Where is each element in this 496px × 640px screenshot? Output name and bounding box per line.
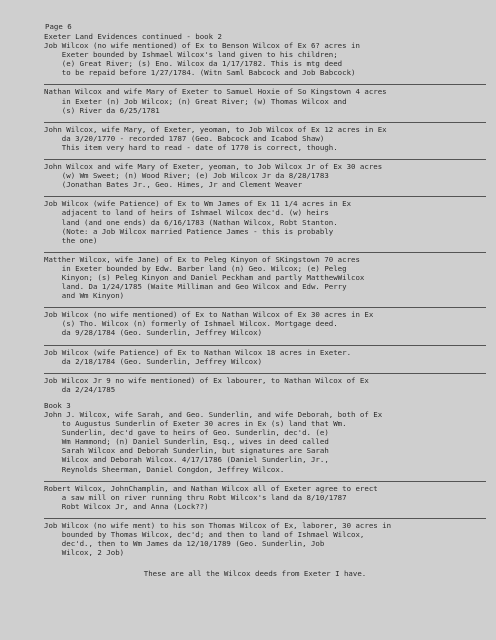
entry-line: Wm Hammond; (n) Daniel Sunderlin, Esq., wives in deed called: [44, 437, 329, 447]
entry-line: Matther Wilcox, wife Jane) of Ex to Peleg Kinyon of SKingstown 70 acres: [44, 254, 360, 264]
deed-entry: [44, 196, 486, 244]
entry-line: John Wilcox and wife Mary of Exeter, yeoman, to Job Wilcox Jr of Ex 30 acres: [44, 162, 383, 172]
entry-line: Job Wilcox (no wife ment) to his son Thomas Wilcox of Ex, laborer, 30 acres in: [44, 520, 392, 530]
entry-line: da 2/24/1785: [44, 384, 116, 394]
entry-line: in Exeter (n) Job Wilcox; (n) Great River; (w) Thomas Wilcox and: [44, 96, 347, 106]
entry-line: (Note: a Job Wilcox married Patience James - this is probably: [44, 226, 334, 236]
book-label: Book 3: [44, 400, 71, 410]
entry-line: da 3/20/1770 - recorded 1787 (Geo. Babcock and Icabod Shaw): [44, 133, 325, 143]
entry-line: (w) Wm Sweet; (n) Wood River; (e) Job Wilcox Jr da 8/28/1783: [44, 171, 329, 181]
entry-line: land. Da 1/24/1785 (Waite Milliman and Geo Wilcox and Edw. Perry: [44, 282, 347, 292]
closing-note: These are all the Wilcox deeds from Exeter I have.: [143, 569, 367, 579]
entry-line: adjacent to land of heirs of Ishmael Wilcox dec'd. (w) heirs: [44, 208, 329, 218]
entry-line: da 9/28/1784 (Geo. Sunderlin, Jeffrey Wilcox): [44, 328, 263, 338]
deed-entry: [44, 32, 486, 77]
entry-line: This item very hard to read - date of 1770 is correct, though.: [44, 142, 338, 152]
entry-line: Wilcox, 2 Job): [44, 548, 125, 558]
entry-line: (e) Great River; (s) Eno. Wilcox da 1/17/1782. This is mtg deed: [44, 59, 343, 69]
deed-entry: [44, 481, 486, 511]
entry-line: Robert Wilcox, JohnChamplin, and Nathan Wilcox all of Exeter agree to erect: [44, 483, 378, 493]
entry-line: John J. Wilcox, wife Sarah, and Geo. Sunderlin, and wife Deborah, both of Ex: [44, 410, 383, 419]
deed-entry: [44, 518, 486, 557]
entry-line: Robt Wilcox Jr, and Anna (Lock??): [44, 501, 209, 511]
entry-line: Sunderlin, dec'd gave to heirs of Geo. Sunderlin, dec'd. (e): [44, 428, 329, 438]
entry-line: (s) Tho. Wilcox (n) formerly of Ishmael Wilcox. Mortgage deed.: [44, 319, 338, 329]
deed-entry: [44, 159, 486, 189]
entry-line: and Wm Kinyon): [44, 291, 125, 301]
entry-line: a saw mill on river running thru Robt Wilcox's land da 8/10/1787: [44, 492, 347, 502]
entry-line: land (and one ends) da 6/16/1783 (Nathan Wilcox, Robt Stanton.: [44, 217, 338, 227]
entry-line: Kinyon; (s) Peleg Kinyon and Daniel Peckham and partly MatthewWilcox: [44, 272, 365, 282]
deed-entry: [44, 84, 486, 114]
entry-line: Wilcox and Deborah Wilcox. 4/17/1786 (Daniel Sunderlin, Jr.,: [44, 455, 329, 465]
entry-line: Job Wilcox (wife Patience) of Ex to Wm James of Ex 11 1/4 acres in Ex: [44, 199, 352, 209]
entry-line: Job Wilcox Jr 9 no wife mentioned) of Ex labourer, to Nathan Wilcox of Ex: [44, 375, 369, 385]
deed-entry: [44, 307, 486, 337]
deed-entry: [44, 401, 486, 474]
entry-line: Job Wilcox (no wife mentioned) of Ex to Benson Wilcox of Ex 6? acres in: [44, 41, 360, 51]
entry-line: John Wilcox, wife Mary, of Exeter, yeoman, to Job Wilcox of Ex 12 acres in Ex: [44, 124, 387, 134]
deed-entry: [44, 252, 486, 300]
deed-entry: [44, 122, 486, 152]
entry-line: (s) River da 6/25/1781: [44, 105, 160, 115]
entry-line: Exeter bounded by Ishmael Wilcox's land given to his children;: [44, 50, 338, 60]
entry-line: Nathan Wilcox and wife Mary of Exeter to Samuel Hoxie of So Kingstown 4 acres: [44, 87, 387, 97]
page-number: Page 6: [45, 22, 72, 31]
deed-entries: [44, 32, 486, 557]
entry-line: da 2/18/1784 (Geo. Sunderlin, Jeffrey Wilcox): [44, 356, 263, 366]
deed-entry: [44, 345, 486, 366]
entry-line: Exeter Land Evidences continued - book 2: [44, 32, 222, 41]
entry-line: dec'd., then to Wm James da 12/10/1789 (Geo. Sunderlin, Job: [44, 539, 325, 549]
entry-line: bounded by Thomas Wilcox, dec'd; and then to land of Ishmael Wilcox,: [44, 530, 365, 540]
entry-line: the one): [44, 235, 98, 245]
entry-line: to be repaid before 1/27/1784. (Witn Saml Babcock and Job Babcock): [44, 68, 356, 78]
entry-line: Job Wilcox (no wife mentioned) of Ex to Nathan Wilcox of Ex 30 acres in Ex: [44, 310, 374, 320]
entry-line: Job Wilcox (wife Patience) of Ex to Nathan Wilcox 18 acres in Exeter.: [44, 347, 352, 357]
entry-line: in Exeter bounded by Edw. Barber land (n) Geo. Wilcox; (e) Peleg: [44, 263, 347, 273]
entry-line: to Augustus Sunderlin of Exeter 30 acres in Ex (s) land that Wm.: [44, 419, 347, 429]
deed-entry: [44, 373, 486, 394]
entry-line: (Jonathan Bates Jr., Geo. Himes, Jr and Clement Weaver: [44, 180, 303, 190]
entry-line: Sarah Wilcox and Deborah Sunderlin, but signatures are Sarah: [44, 446, 329, 456]
entry-line: Reynolds Sheerman, Daniel Congdon, Jeffrey Wilcox.: [44, 464, 285, 474]
